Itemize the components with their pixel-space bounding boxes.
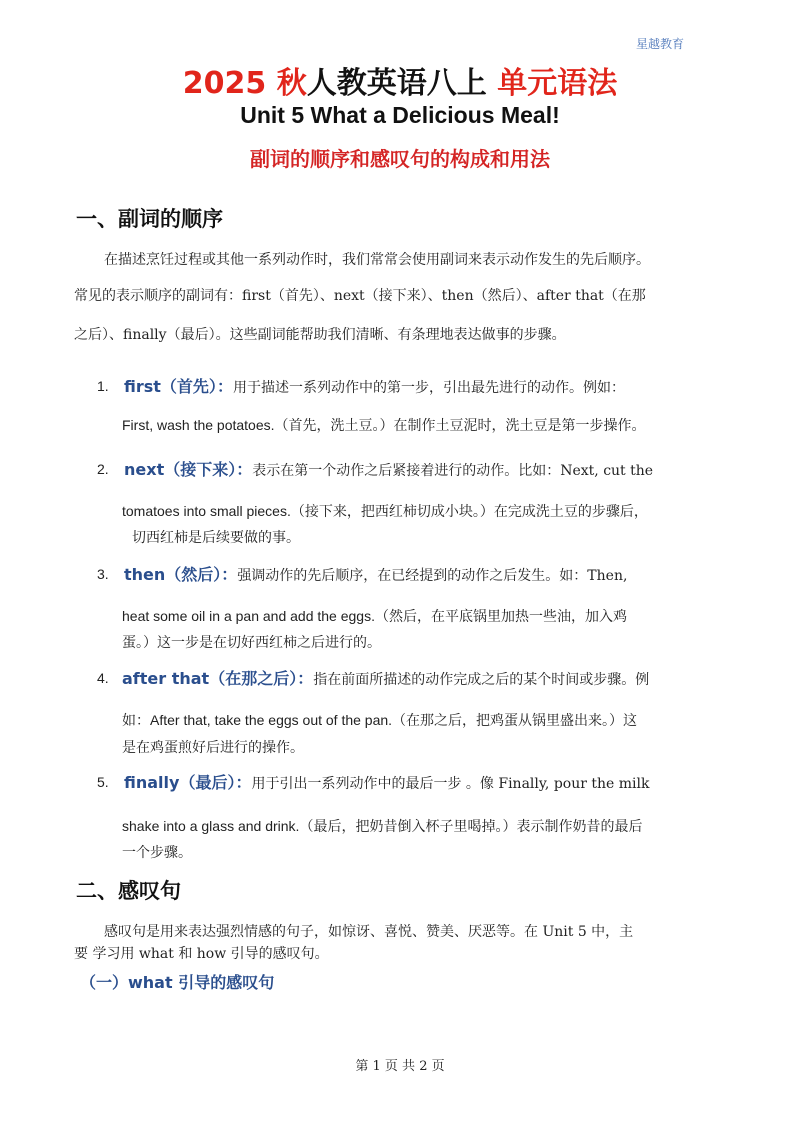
adverb-keyword: next（接下来） — [124, 460, 237, 479]
list-item-number: 3. — [97, 566, 109, 582]
keyword-colon: ： — [221, 565, 238, 584]
adverb-keyword: then（然后） — [124, 565, 222, 584]
unit-title: Unit 5 What a Delicious Meal! — [240, 102, 560, 128]
list-item-next — [124, 457, 653, 480]
page-title — [0, 58, 800, 102]
keyword-colon: ： — [235, 773, 252, 792]
list-item-number: 4. — [97, 670, 109, 686]
item-text: 用于描述一系列动作中的第一步，引出最先进行的动作。例如： — [232, 380, 625, 396]
item-text: 如：After that, take the eggs out of the pan.（在那之后，把鸡蛋从锅里盛出来。）这 — [122, 712, 638, 728]
adverb-keyword: first（首先） — [124, 377, 217, 396]
keyword-colon: ： — [236, 460, 253, 479]
section1-intro-line: 常见的表示顺序的副词有：first（首先）、next（接下来）、then（然后）、after that（在那 — [74, 288, 646, 304]
list-item-then — [124, 562, 627, 585]
section2-intro-line: 要 学习用 what 和 how 引导的感叹句。 — [74, 946, 329, 962]
list-item-finally — [124, 770, 649, 793]
page-footer: 第 1 页 共 2 页 — [355, 1059, 445, 1074]
subsection-heading: （一）what 引导的感叹句 — [80, 973, 275, 992]
item-text: 蛋。）这一步是在切好西红柿之后进行的。 — [122, 635, 381, 651]
list-item-number: 5. — [97, 774, 109, 790]
adverb-keyword: finally（最后） — [124, 773, 236, 792]
page-subtitle: 副词的顺序和感叹句的构成和用法 — [250, 147, 550, 171]
title-year: 2025 秋 — [182, 66, 307, 101]
section2-intro-line: 感叹句是用来表达强烈情感的句子，如惊讶、喜悦、赞美、厌恶等。在 Unit 5 中，主 — [104, 924, 634, 940]
list-item-number: 2. — [97, 461, 109, 477]
item-text: 强调动作的先后顺序，在已经提到的动作之后发生。如：Then, — [237, 568, 628, 584]
section2-heading: 二、感叹句 — [76, 879, 181, 903]
keyword-colon: ： — [297, 669, 314, 688]
item-text: 表示在第一个动作之后紧接着进行的动作。比如：Next, cut the — [252, 463, 654, 479]
adverb-keyword: after that（在那之后） — [122, 669, 298, 688]
item-text: 用于引出一系列动作中的最后一步 。像 Finally, pour the milk — [251, 776, 650, 792]
section1-intro-line: 之后）、finally（最后）。这些副词能帮助我们清晰、有条理地表达做事的步骤。 — [74, 327, 566, 343]
item-text: 一个步骤。 — [122, 845, 192, 861]
item-text: 指在前面所描述的动作完成之后的某个时间或步骤。例 — [313, 672, 650, 688]
item-text: heat some oil in a pan and add the eggs.（然后，在平底锅里加热一些油，加入鸡 — [122, 608, 627, 624]
item-text: 是在鸡蛋煎好后进行的操作。 — [122, 740, 304, 756]
item-text: 切西红柿是后续要做的事。 — [132, 530, 300, 546]
list-item-first — [124, 374, 625, 397]
keyword-colon: ： — [216, 377, 233, 396]
watermark: 星越教育 — [636, 37, 685, 51]
item-text: shake into a glass and drink.（最后，把奶昔倒入杯子里喝掉。）表示制作奶昔的最后 — [122, 818, 643, 834]
section1-intro-line: 在描述烹饪过程或其他一系列动作时，我们常常会使用副词来表示动作发生的先后顺序。 — [104, 252, 650, 268]
section1-heading: 一、副词的顺序 — [76, 207, 223, 231]
item-text: tomatoes into small pieces.（接下来，把西红柿切成小块。）在完成洗土豆的步骤后， — [122, 503, 648, 519]
item-text: First, wash the potatoes.（首先，洗土豆。）在制作土豆泥时，洗土豆是第一步操作。 — [122, 417, 646, 433]
title-course: 人教英语八上 — [306, 66, 498, 101]
list-item-after-that — [122, 666, 649, 689]
title-grammar: 单元语法 — [497, 66, 618, 101]
list-item-number: 1. — [97, 378, 109, 394]
